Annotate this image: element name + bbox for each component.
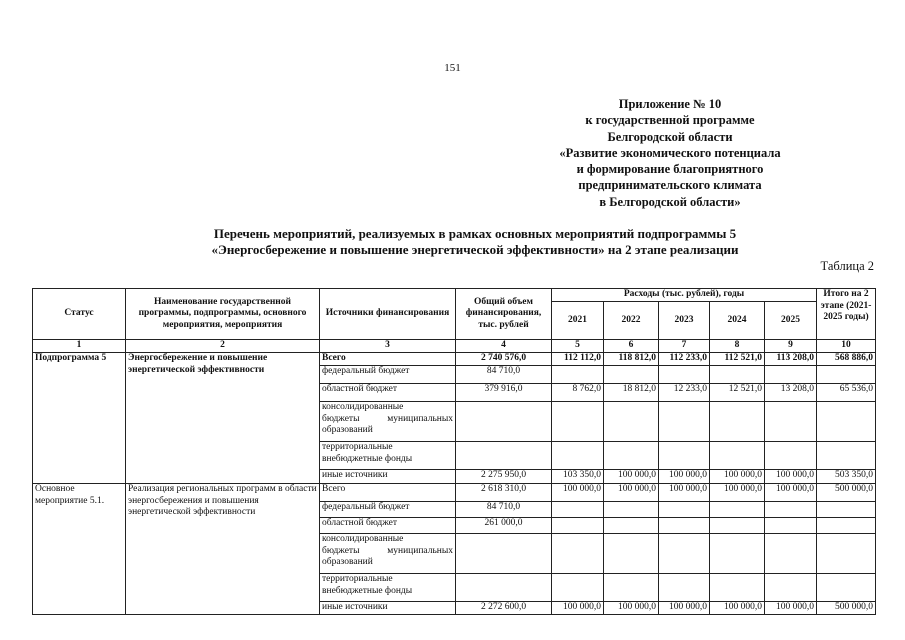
- year-cell: [552, 534, 604, 574]
- year-cell: [765, 518, 817, 534]
- header-total: Общий объем финансирования, тыс. рублей: [456, 289, 552, 340]
- year-cell: [765, 442, 817, 470]
- col-number: 9: [765, 340, 817, 353]
- year-cell: 12 521,0: [710, 384, 765, 402]
- source-line: образований: [322, 425, 373, 435]
- year-cell: [710, 534, 765, 574]
- appendix-line: к государственной программе: [585, 113, 755, 128]
- source-line: образований: [322, 557, 373, 567]
- year-cell: [659, 574, 710, 602]
- total-cell: 2 275 950,0: [456, 470, 552, 484]
- source-cell: [320, 574, 456, 602]
- title-line: Перечень мероприятий, реализуемых в рамках основных мероприятий подпрограммы 5: [213, 226, 737, 241]
- year-cell: [710, 442, 765, 470]
- year-cell: 100 000,0: [765, 470, 817, 484]
- stage-total-cell: 65 536,0: [817, 384, 876, 402]
- year-cell: 100 000,0: [659, 470, 710, 484]
- year-cell: [765, 366, 817, 384]
- year-cell: 100 000,0: [604, 470, 659, 484]
- source-cell: [320, 534, 456, 574]
- year-cell: [552, 518, 604, 534]
- total-cell: 84 710,0: [456, 502, 552, 518]
- year-cell: 100 000,0: [659, 484, 710, 502]
- table-label: Таблица 2: [820, 259, 874, 273]
- status-cell: Подпрограмма 5: [33, 353, 126, 484]
- source-word: бюджеты: [322, 413, 360, 424]
- year-cell: 113 208,0: [765, 353, 817, 366]
- header-year: 2021: [552, 302, 604, 340]
- appendix-line: Приложение № 10: [618, 97, 722, 111]
- appendix-header: [540, 96, 800, 210]
- stage-total-cell: 503 350,0: [817, 470, 876, 484]
- col-number: 1: [33, 340, 126, 353]
- source-word: муниципальных: [387, 413, 453, 424]
- stage-total-cell: [817, 534, 876, 574]
- source-line: [322, 414, 453, 426]
- header-stage-total-line2: этапе (2021-2025 годы): [820, 300, 872, 322]
- status-line: Основное: [35, 484, 75, 494]
- source-cell: областной бюджет: [320, 518, 456, 534]
- header-stage-total-line1: Итого на 2: [823, 289, 869, 299]
- header-stage-total: [817, 289, 876, 340]
- title-line: «Энергосбережение и повышение энергетической эффективности» на 2 этапе реализации: [211, 242, 739, 257]
- year-cell: [604, 502, 659, 518]
- year-cell: [710, 402, 765, 442]
- page-number: 151: [444, 62, 461, 74]
- year-cell: 8 762,0: [552, 384, 604, 402]
- total-cell: 261 000,0: [456, 518, 552, 534]
- col-number: 5: [552, 340, 604, 353]
- total-cell: [456, 442, 552, 470]
- year-cell: [710, 574, 765, 602]
- stage-total-cell: 568 886,0: [817, 353, 876, 366]
- year-cell: [604, 574, 659, 602]
- year-cell: [552, 574, 604, 602]
- header-name: Наименование государственной программы, подпрограммы, основного мероприятия, мероприятия: [126, 289, 320, 340]
- header-status: Статус: [33, 289, 126, 340]
- source-cell: федеральный бюджет: [320, 502, 456, 518]
- stage-total-cell: [817, 574, 876, 602]
- year-cell: [604, 366, 659, 384]
- source-line: территориальные: [322, 574, 393, 584]
- total-cell: [456, 402, 552, 442]
- year-cell: 18 812,0: [604, 384, 659, 402]
- col-number: 4: [456, 340, 552, 353]
- source-line: территориальные: [322, 442, 393, 452]
- stage-total-cell: [817, 502, 876, 518]
- status-cell: [33, 484, 126, 615]
- source-cell: [320, 442, 456, 470]
- year-cell: 100 000,0: [552, 484, 604, 502]
- total-cell: 2 618 310,0: [456, 484, 552, 502]
- col-number: 2: [126, 340, 320, 353]
- col-number: 3: [320, 340, 456, 353]
- year-cell: [552, 366, 604, 384]
- year-cell: 100 000,0: [710, 470, 765, 484]
- year-cell: [765, 534, 817, 574]
- year-cell: [659, 502, 710, 518]
- year-cell: [604, 534, 659, 574]
- source-cell: иные источники: [320, 470, 456, 484]
- year-cell: [659, 518, 710, 534]
- source-line: [322, 546, 453, 558]
- source-line: консолидированные: [322, 402, 404, 412]
- year-cell: 112 233,0: [659, 353, 710, 366]
- year-cell: [659, 534, 710, 574]
- appendix-line: Белгородской области: [607, 129, 733, 144]
- source-cell: иные источники: [320, 602, 456, 615]
- year-cell: [552, 502, 604, 518]
- measures-table: [32, 288, 876, 615]
- total-cell: 84 710,0: [456, 366, 552, 384]
- header-year: 2024: [710, 302, 765, 340]
- year-cell: 100 000,0: [765, 484, 817, 502]
- year-cell: 112 521,0: [710, 353, 765, 366]
- year-cell: 100 000,0: [710, 602, 765, 615]
- source-cell: областной бюджет: [320, 384, 456, 402]
- year-cell: 100 000,0: [552, 602, 604, 615]
- source-line: внебюджетные фонды: [322, 585, 413, 596]
- source-word: муниципальных: [387, 545, 453, 556]
- stage-total-cell: [817, 366, 876, 384]
- year-cell: 100 000,0: [659, 602, 710, 615]
- year-cell: [659, 402, 710, 442]
- year-cell: 12 233,0: [659, 384, 710, 402]
- stage-total-cell: 500 000,0: [817, 484, 876, 502]
- col-number: 8: [710, 340, 765, 353]
- year-cell: [659, 442, 710, 470]
- source-cell: Всего: [320, 484, 456, 502]
- year-cell: [552, 402, 604, 442]
- stage-total-cell: [817, 518, 876, 534]
- stage-total-cell: [817, 442, 876, 470]
- header-year: 2025: [765, 302, 817, 340]
- year-cell: [659, 366, 710, 384]
- total-cell: 2 740 576,0: [456, 353, 552, 366]
- year-cell: [604, 402, 659, 442]
- year-cell: 100 000,0: [765, 602, 817, 615]
- source-cell: [320, 402, 456, 442]
- name-cell: Реализация региональных программ в области энергосбережения и повышения энергетической эффективности: [126, 484, 320, 615]
- year-cell: [604, 518, 659, 534]
- year-cell: 100 000,0: [710, 484, 765, 502]
- year-cell: [710, 518, 765, 534]
- year-cell: [710, 502, 765, 518]
- document-title: [120, 226, 830, 258]
- year-cell: 112 112,0: [552, 353, 604, 366]
- header-source: Источники финансирования: [320, 289, 456, 340]
- appendix-line: в Белгородской области»: [599, 194, 741, 209]
- source-word: бюджеты: [322, 545, 360, 556]
- total-cell: 2 272 600,0: [456, 602, 552, 615]
- year-cell: 13 208,0: [765, 384, 817, 402]
- col-number: 10: [817, 340, 876, 353]
- appendix-line: «Развитие экономического потенциала: [559, 145, 781, 160]
- header-year: 2023: [659, 302, 710, 340]
- col-number: 7: [659, 340, 710, 353]
- stage-total-cell: 500 000,0: [817, 602, 876, 615]
- total-cell: [456, 574, 552, 602]
- year-cell: [765, 574, 817, 602]
- year-cell: 100 000,0: [604, 602, 659, 615]
- total-cell: 379 916,0: [456, 384, 552, 402]
- source-line: внебюджетные фонды: [322, 453, 413, 464]
- appendix-line: и формирование благоприятного: [576, 162, 764, 177]
- year-cell: [765, 502, 817, 518]
- year-cell: 100 000,0: [604, 484, 659, 502]
- source-cell: Всего: [320, 353, 456, 366]
- col-number: 6: [604, 340, 659, 353]
- source-cell: федеральный бюджет: [320, 366, 456, 384]
- year-cell: [710, 366, 765, 384]
- total-cell: [456, 534, 552, 574]
- header-year: 2022: [604, 302, 659, 340]
- appendix-line: предпринимательского климата: [578, 178, 762, 193]
- stage-total-cell: [817, 402, 876, 442]
- source-line: консолидированные: [322, 534, 404, 544]
- year-cell: [765, 402, 817, 442]
- year-cell: 118 812,0: [604, 353, 659, 366]
- status-line: мероприятие 5.1.: [35, 495, 105, 506]
- year-cell: [552, 442, 604, 470]
- year-cell: [604, 442, 659, 470]
- year-cell: 103 350,0: [552, 470, 604, 484]
- name-cell: Энергосбережение и повышение энергетической эффективности: [126, 353, 320, 484]
- header-expenses: Расходы (тыс. рублей), годы: [552, 289, 817, 302]
